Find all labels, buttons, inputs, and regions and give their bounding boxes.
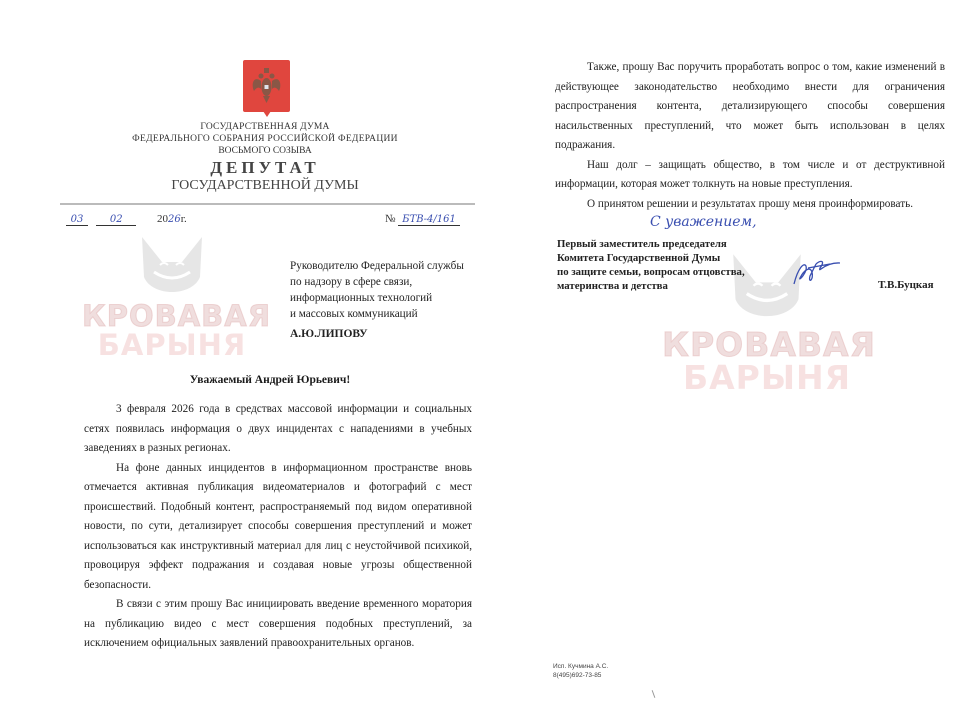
paragraph: О принятом решении и результатах прошу меня проинформировать. bbox=[587, 197, 914, 210]
reg-number-label: № bbox=[385, 213, 396, 225]
addressee-line: информационных технологий bbox=[290, 292, 433, 304]
date-suffix: г. bbox=[180, 213, 187, 225]
signatory-line: по защите семьи, вопросам отцовства, bbox=[557, 266, 745, 278]
paragraph: Наш долг – защищать общество, в том числе и от деструктивной информации, которая может толкнуть на новые преступления. bbox=[555, 158, 945, 190]
signatory-block bbox=[557, 237, 745, 293]
executor-info bbox=[553, 662, 608, 680]
paragraph: Также, прошу Вас поручить проработать вопрос о том, какие изменений в действующее законодательство необходимо внести для ограничения распространения контента, детализирующего способы совершения насильственных преступлений, что может быть использован в целях подражания. bbox=[555, 61, 945, 151]
addressee-line: Руководителю Федеральной службы bbox=[290, 260, 464, 272]
watermark-line-2: БАРЫНЯ bbox=[682, 358, 852, 397]
fox-mascot-icon bbox=[132, 232, 212, 302]
date-year-prefix: 20 bbox=[157, 213, 168, 225]
header-line-1: ГОСУДАРСТВЕННАЯ ДУМА bbox=[200, 122, 330, 132]
addressee-block bbox=[290, 258, 464, 322]
header-line-2: ФЕДЕРАЛЬНОГО СОБРАНИЯ РОССИЙСКОЙ ФЕДЕРАЦИИ bbox=[132, 134, 398, 144]
watermark-line-1: КРОВАВАЯ bbox=[662, 325, 877, 364]
header-divider bbox=[60, 203, 475, 205]
watermark-line-1: КРОВАВАЯ bbox=[82, 299, 272, 333]
header-title: ДЕПУТАТ bbox=[210, 158, 320, 177]
paragraph: В связи с этим прошу Вас инициировать введение временного моратория на публикацию видео с мест совершения подобных преступлений, за исключением официальных заявлений правоохранительных органов. bbox=[84, 598, 472, 649]
registration-number bbox=[385, 213, 460, 225]
addressee-name: А.Ю.ЛИПОВУ bbox=[290, 328, 368, 340]
signature-icon bbox=[790, 258, 845, 288]
watermark-line-2: БАРЫНЯ bbox=[97, 328, 247, 362]
signatory-name: Т.В.Буцкая bbox=[878, 279, 934, 291]
watermark bbox=[82, 232, 272, 362]
letter-date bbox=[66, 213, 187, 226]
addressee-line: по надзору в сфере связи, bbox=[290, 276, 413, 288]
paragraph: На фоне данных инцидентов в информационном пространстве вновь отмечается активная публикация видеоматериалов и фотографий с мест происшествий. Подобный контент, распространяемый под видом оперативной новости, по сути, детализирует способы совершения преступлений и может использоваться как инструктивный материал для лиц с неустойчивой психикой, провоцируя эффект подражания и создавая новые угрозы общественной безопасности. bbox=[84, 461, 472, 591]
addressee-line: и массовых коммуникаций bbox=[290, 308, 418, 320]
executor-name: Исп. Кучмина А.С. bbox=[553, 663, 609, 670]
date-day: 03 bbox=[66, 214, 88, 226]
executor-phone: 8(495)692-73-85 bbox=[553, 672, 602, 679]
date-year-suffix: 26 bbox=[168, 214, 181, 225]
header-line-3: ВОСЬМОГО СОЗЫВА bbox=[218, 146, 312, 156]
handwritten-closing: С уважением, bbox=[650, 214, 757, 230]
signatory-line: Комитета Государственной Думы bbox=[557, 252, 721, 264]
paragraph: 3 февраля 2026 года в средствах массовой информации и социальных сетях появилась информация о двух инцидентах с нападениями в учебных заведениях в разных регионах. bbox=[84, 403, 472, 454]
reg-number-value: БТВ-4/161 bbox=[398, 214, 460, 226]
header-subtitle: ГОСУДАРСТВЕННОЙ ДУМЫ bbox=[171, 178, 359, 193]
signatory-line: материнства и детства bbox=[557, 280, 668, 292]
salutation: Уважаемый Андрей Юрьевич! bbox=[189, 374, 351, 386]
coat-of-arms-icon bbox=[243, 60, 290, 112]
letter-body-page-1 bbox=[84, 400, 472, 654]
signatory-line: Первый заместитель председателя bbox=[557, 238, 727, 250]
letter-body-page-2 bbox=[555, 58, 945, 214]
date-month: 02 bbox=[96, 214, 136, 226]
